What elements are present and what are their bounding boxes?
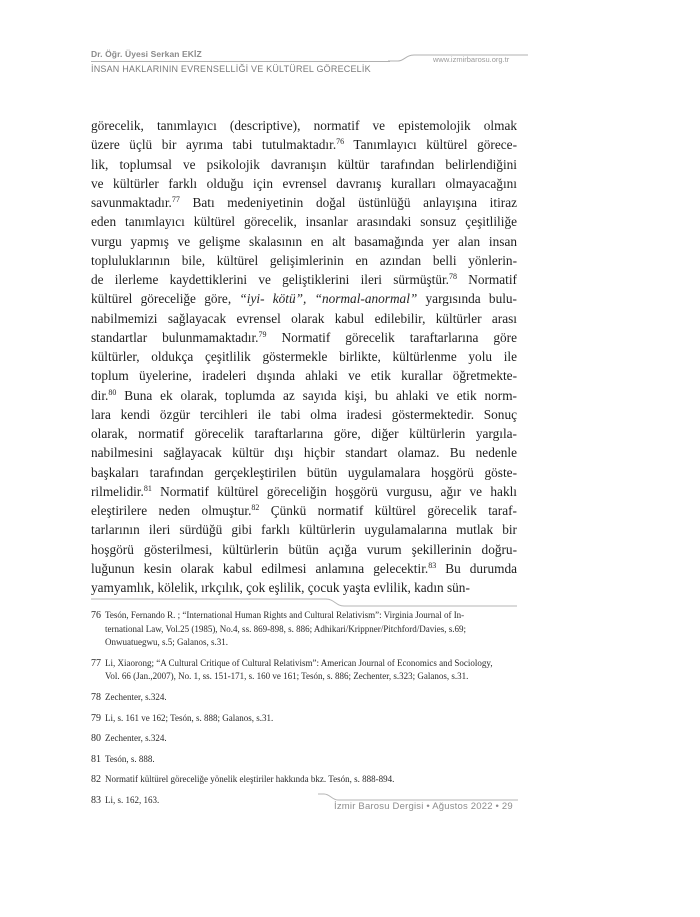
body-line [91,405,517,424]
body-line-text: savunmaktadır. [91,195,172,210]
footnote-text: Zechenter, s.324. [105,691,167,702]
footnote-ref: 78 [449,272,457,281]
body-line-text: yamyamlık, kölelik, ırkçılık, çok eşlilik, çocuk yaşta evlilik, kadın sün- [91,580,470,595]
body-line [91,212,517,231]
footnote-text: Li, s. 162, 163. [105,794,160,805]
body-line-text: lara kendi özgür tercihleri ile tabi olma iradesi göstermektedir. Sonuç [91,406,517,422]
footnote-number: 77 [91,657,101,669]
body-line-text: de ilerleme kaydettiklerini ve geliştiklerini ileri sürmüştür. [91,272,449,287]
body-line [91,386,517,405]
footnote-number: 81 [91,753,101,765]
body-line [91,482,517,501]
body-line [91,328,517,347]
footnote-item [91,691,517,705]
body-line-text: Batı medeniyetinin doğal üstünlüğü anlayışına itiraz [179,195,517,210]
footer-text: İzmir Barosu Dergisi • Ağustos 2022 • 29 [334,801,513,812]
footnote-ref: 79 [258,329,267,339]
body-line-text: görecelik, tanımlayıcı (descriptive), normatif ve epistemolojik olmak [91,118,517,133]
header-rule [91,61,390,62]
body-line [91,116,517,135]
header-url: www.izmirbarosu.org.tr [433,55,510,64]
footnote-text: Tesón, s. 888. [105,753,155,764]
body-line-text: Normatif [457,272,517,287]
footnote-number: 78 [91,691,101,703]
body-line-text: Buna ek olarak, toplumda az sayıda kişi, bu ahlaki ve etik norm- [116,387,517,403]
footnote-item [91,609,517,650]
footnote-ref: 83 [428,560,437,570]
body-line [91,501,517,520]
header-author: Dr. Öğr. Üyesi Serkan EKİZ [91,49,202,59]
body-line-text: Normatif görecelik taraftarlarına göre [266,329,518,345]
footnote-item [91,773,517,787]
body-line-text: toplum üyelerine, iradeleri dışında ahlaki ve etik kurallar öğretmekte- [91,368,517,384]
footnote-ref: 80 [108,387,117,397]
body-line-text: vurgu yapmış ve gelişme skalasının en alt basamağında yer alan insan [91,233,517,249]
body-line-text: kültürel göreceliğe göre, [91,291,240,307]
body-line-text: Normatif kültürel göreceliğin hoşgörü vurgusu, ağır ve haklı [151,483,517,499]
footnote-ref: 76 [336,137,345,147]
body-line [91,232,517,251]
footnote-ref: 81 [143,483,152,493]
footnotes [91,609,517,815]
body-line-italic: “iyi- kötü”, “normal-anormal” [239,291,418,307]
body-line [91,463,517,482]
body-line-text: tarlarının ileri sürdüğü gibi farklı kültürlerin uygulamalarına mutlak bir [91,522,517,538]
footnote-text: Normatif kültürel göreceliğe yönelik eleştiriler hakkında bkz. Tesón, s. 888-894. [105,774,395,785]
body-line-text: dir. [91,387,109,403]
body-line [91,289,517,308]
body-line [91,193,517,212]
body-line [91,443,517,462]
body-line-text: kültürler, oldukça çeşitlilik göstermekle birlikte, kültürlenme yolu ile [91,349,517,364]
footnote-text: Li, s. 161 ve 162; Tesón, s. 888; Galanos, s.31. [105,712,274,723]
footnote-number: 76 [91,610,101,621]
body-text [91,116,517,597]
body-line-text: rilmelidir. [91,483,144,499]
footnote-number: 83 [91,794,101,806]
body-line-text: eden tanımlayıcı kültürel görecelik, insanlar arasındaki sonsuz çeşitliliğe [91,214,517,230]
body-line-text: olarak, normatif görecelik taraftarlarına göre, diğer kültürlerin yargıla- [91,426,517,441]
footnote-text: Li, Xiaorong; “A Cultural Critique of Cultural Relativism”: American Journal of Economics and Sociology, [105,657,493,668]
body-line [91,424,517,443]
footnote-item [91,712,517,726]
footnote-number: 79 [91,712,101,724]
body-line-text: başkaları tarafından gerçekleştirilen bütün uygulamalara hoşgörü göste- [91,464,517,480]
body-line [91,309,517,328]
footnote-item [91,753,517,767]
body-line-text: Tanımlayıcı kültürel görece- [344,137,517,153]
footnote-text: ternational Law, Vol.25 (1985), No.4, ss. 869-898, s. 886; Adhikari/Krippner/Pitchford/Davies, s.69; [105,623,467,634]
body-line-text: hoşgörü gösterilmesi, kültürlerin bütün açığa vurum şekillerinin doğru- [91,541,517,557]
footnote-text: Zechenter, s.324. [105,733,167,744]
footnote-number: 82 [91,774,101,786]
footnote-text: Onwuatuegwu, s.5; Galanos, s.31. [105,637,228,648]
footnote-ref: 82 [251,503,260,512]
footnote-text: Tesón, Fernando R. ; “International Human Rights and Cultural Relativism”: Virginia Journal of In- [105,610,465,620]
body-line-text: nabilmesini sağlayacak kültür dışı hiçbir standart olamaz. Bu nedenle [91,445,517,461]
body-line [91,270,517,289]
body-line [91,366,517,385]
body-line [91,540,517,559]
footnote-item [91,732,517,746]
body-line [91,251,517,270]
body-line-text: nabilmemizi sağlayacak evrensel olarak kabul edilebilir, kültürler arası [91,310,517,326]
footer-rule [318,793,518,801]
header-title: İNSAN HAKLARININ EVRENSELLİĞİ VE KÜLTÜREL GÖRECELİK [91,64,371,74]
footnote-ref: 77 [171,195,180,204]
body-line [91,578,517,597]
body-line [91,174,517,193]
body-line-text: ve kültürler farklı olduğu için evrensel davranış kuralları olmayacağını [91,175,517,191]
body-line [91,155,517,174]
body-line-text: lik, toplumsal ve psikolojik davranışın kültür tarafından belirlendiğini [91,156,517,172]
footnote-item [91,657,517,684]
body-line-text: luğunun kesin olarak kabul edilmesi anlamına gelecektir. [91,560,429,576]
body-line-text: yargısında bulu- [417,291,517,307]
body-line-text: üzere üçlü bir ayrıma tabi tutulmaktadır. [91,137,337,153]
footnote-text: Vol. 66 (Jan.,2007), No. 1, ss. 151-171, s. 160 ve 161; Tesón, s. 886; Zechenter, s.323; Galanos, s.31. [105,671,469,682]
footnote-rule [91,598,517,608]
body-line-text: Bu durumda [436,560,518,576]
body-line [91,520,517,539]
body-line [91,347,517,366]
body-line [91,559,517,578]
body-line-text: standartlar bulunmamaktadır. [91,329,259,345]
body-line-text: topluluklarının bile, kültürel gelişimlerinin en azından belli yönlerin- [91,252,517,268]
footnote-number: 80 [91,733,101,745]
body-line-text: eleştirilere neden olmuştur. [91,503,252,518]
body-line-text: Çünkü normatif kültürel görecelik taraf- [259,503,517,518]
body-line [91,135,517,154]
